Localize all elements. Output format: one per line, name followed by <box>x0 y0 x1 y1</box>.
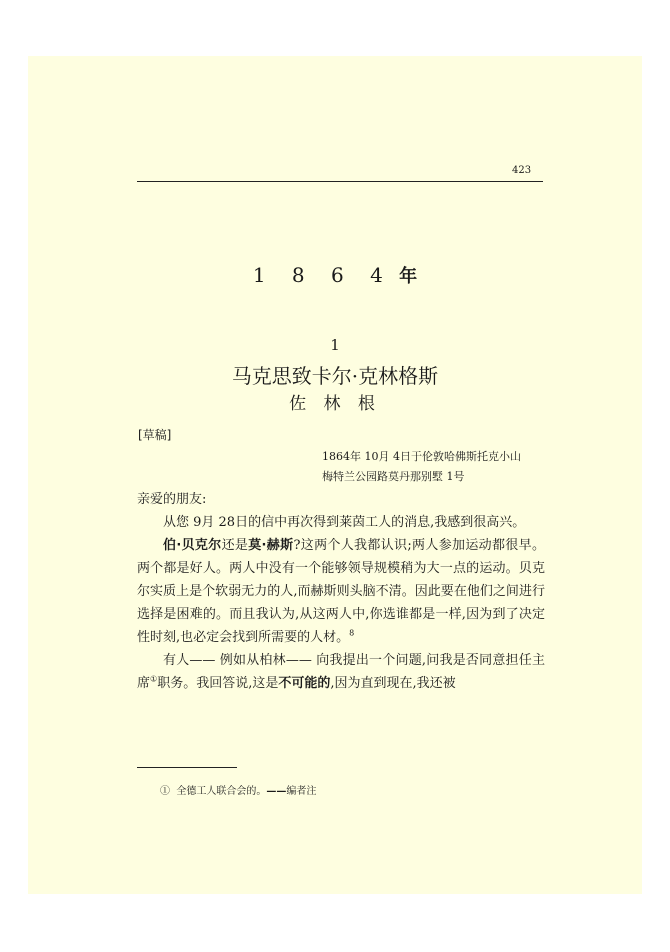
salutation: 亲爱的朋友: <box>137 492 207 507</box>
paragraph-3-text-c: ,因为直到现在,我还被 <box>330 676 456 691</box>
paragraph-1: 从您 9月 28日的信中再次得到莱茵工人的消息,我感到很高兴。 <box>163 515 526 530</box>
paragraph-3-text-b: 职务。我回答说,这是 <box>157 676 279 691</box>
letter-place: 佐 林 根 <box>289 394 381 414</box>
footnote-reference: ① <box>150 674 158 684</box>
paragraph-2-text-b: ?这两个人我都认识;两人参加运动都很早。两个都是好人。两人中没有一个能够领导规模稍为大一点的运动。贝克尔实质上是个软弱无力的人,而赫斯则头脑不清。因此要在他们之间进行选择是困难的。而且我认为,从这两人中,你选谁都是一样,因为到了决定性时刻,也必定会找到所需要的人材。 <box>137 538 545 645</box>
letter-title: 马克思致卡尔·克林格斯 <box>231 364 439 388</box>
dateline-line-1: 1864年 10月 4日于伦敦哈佛斯托克小山 <box>322 450 521 463</box>
year-digits: 1 8 6 4 <box>252 263 393 287</box>
emphasis-impossible: 不可能的 <box>278 676 331 691</box>
footnote-note: 编者注 <box>286 786 317 797</box>
paragraph-2-text-a: 还是 <box>221 538 249 553</box>
letter-number: 1 <box>330 336 340 354</box>
footnote-text: 全德工人联合会的。 <box>176 786 267 797</box>
person-name-hess: 莫·赫斯 <box>248 538 294 553</box>
footnote-rule <box>137 767 237 768</box>
person-name-becker: 伯·贝克尔 <box>163 538 222 553</box>
year-suffix: 年 <box>399 266 418 287</box>
footnote-dash: —— <box>266 786 287 797</box>
letter-body <box>137 488 545 695</box>
draft-label: [草稿] <box>138 428 172 442</box>
header-rule <box>137 181 543 182</box>
page-number: 423 <box>512 165 532 176</box>
endnote-reference: 8 <box>349 628 355 638</box>
paragraph-2 <box>137 534 545 649</box>
dateline-line-2: 梅特兰公园路莫丹那别墅 1号 <box>322 470 465 483</box>
dateline <box>322 447 521 487</box>
footnote <box>160 782 316 797</box>
footnote-marker: ① <box>160 786 170 797</box>
paragraph-3-text-a: 有人—— 例如从柏林—— 向我提出一个问题,问我是否同意担任主席 <box>137 653 545 691</box>
paragraph-3 <box>137 649 545 695</box>
section-year-heading <box>0 262 670 288</box>
